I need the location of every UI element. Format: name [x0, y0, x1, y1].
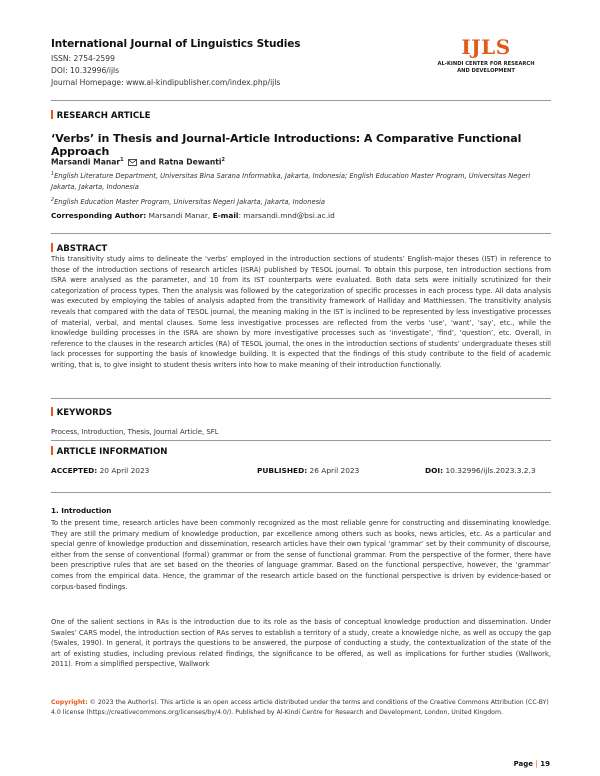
author-and: and	[137, 157, 159, 167]
logo-subtitle-line-1: AL-KINDI CENTER FOR RESEARCH	[437, 61, 535, 67]
logo-subtitle	[421, 61, 551, 75]
logo-subtitle-line-2: AND DEVELOPMENT	[457, 68, 515, 74]
header-divider	[51, 100, 551, 101]
article-doi: DOI: 10.32996/ijls.2023.3.2.3	[425, 466, 536, 475]
published-date: PUBLISHED: 26 April 2023	[257, 466, 360, 475]
keywords-text: Process, Introduction, Thesis, Journal Article, SFL	[51, 428, 219, 436]
article-type-text: RESEARCH ARTICLE	[56, 111, 151, 121]
intro-divider	[51, 492, 551, 493]
email-label: E-mail	[212, 211, 239, 220]
introduction-heading: 1. Introduction	[51, 506, 112, 515]
abstract-text: This transitivity study aims to delineate the ‘verbs’ employed in the introduction sections of students’ English-major theses (IST) in reference to those of the introduction sections of research articles (ISRA) published by TESOL journal. To obtain this purpose, ten introduction sections from ISRA were analysed as the parameter, and 10 from its IST counterparts were evaluated. Both data sets were initially scrutinized for their categorization of process types. Then the analysis was followed by the categorization of specific processes in each process type. All data analysis was executed by employing the tables of analysis adapted from the transitivity framework of Halliday and Matthiessen. The transitivity analysis reveals that compared with the data of TESOL journal, the meaning making in the IST is inclined to be represented by less investigative processes of material, verbal, and mental clauses. Some less investigative processes are reflected from the verbs ‘use’, ‘want’, ‘say’, etc., while the knowledge building processes in the ISRA are shown by more investigative processes such as ‘investigate’, ‘find’, ‘question’, etc. Overall, in reference to the clauses in the research articles (RA) of TESOL journal, the ones in the introduction sections of students’ undergraduate theses still lack processes for supporting the basis of knowledge building. It is expected that the findings of this study contribute to the field of academic writing, that is, to give insight to student thesis writers into how to make meaning of their introduction functionally.	[51, 255, 551, 369]
corresponding-author	[51, 211, 335, 220]
accepted-date: ACCEPTED: 20 April 2023	[51, 466, 150, 475]
journal-logo	[421, 36, 551, 75]
journal-doi: DOI: 10.32996/ijls	[51, 66, 120, 75]
copyright-notice	[51, 698, 551, 718]
journal-name: International Journal of Linguistics Studies	[51, 38, 301, 50]
corresponding-name: Marsandi Manar,	[148, 211, 211, 220]
introduction-paragraph-1: To the present time, research articles have been commonly recognized as the most reliable genre for constructing and disseminating knowledge. They are still the primary medium of knowledge production, par excellence among others such as books, news articles, etc. As a particular and special genre of knowledge production and dissemination, research articles have their own typical ‘grammar’ set by their community of discourse, either from the sense of conventional (formal) grammar or from the sense of functional grammar. From the perspective of the former, there have been prescriptive rules that are set based on the theories of language grammar. Based on the functional perspective, however, the ‘grammar’ comes from the empirical data. Hence, the grammar of the research article based on the functional perspective is driven by evidence-based or corpus-based findings.	[51, 519, 551, 591]
copyright-label: Copyright:	[51, 699, 88, 706]
journal-homepage[interactable]: Journal Homepage: www.al-kindipublisher.com/index.php/ijls	[51, 78, 281, 87]
accent-bar	[51, 110, 53, 119]
author-2-sup: 2	[221, 157, 226, 163]
affiliation-1: $^1$English Literature Department, Universitas Bina Sarana Informatika, Jakarta, Indonesia; English Education Master Program, Universitas Negeri Jakarta, Jakarta, Indonesia	[51, 172, 531, 191]
keywords-heading: KEYWORDS	[51, 407, 112, 418]
accent-bar	[51, 407, 53, 416]
journal-issn: ISSN: 2754-2599	[51, 54, 115, 63]
accent-bar	[51, 446, 53, 455]
author-1-sup: 1	[120, 157, 124, 163]
copyright-text: © 2023 the Author(s). This article is an open access article distributed under the terms and conditions of the Creative Commons Attribution (CC-BY) 4.0 license (https://creativecommons.org/licenses/by/4.0/). Published by Al-Kindi Centre for Research and Development, London, United Kingdom.	[51, 699, 549, 716]
mail-icon[interactable]	[128, 159, 137, 168]
introduction-paragraph-2: One of the salient sections in RAs is the introduction due to its role as the basis of conceptual knowledge production and dissemination. Under Swales’ CARS model, the introduction section of RAs serves to establish a territory of a study, create a knowledge niche, as well as occupy the gap (Swales, 1990). In general, it portrays the questions to be answered, the purpose of conducting a study, the contextualization of the state of the art of existing studies, including previous related findings, the significance to be offered, as well as implications for further studies (Wallwork, 2011). From a simplified perspective, Wallwork	[51, 618, 551, 669]
abstract-divider	[51, 233, 551, 234]
logo-mark: IJLS	[461, 35, 511, 59]
accent-bar	[51, 243, 53, 252]
author-1: Marsandi Manar	[51, 157, 121, 167]
article-type-label	[51, 110, 151, 121]
keywords-divider	[51, 398, 551, 399]
corresponding-label: Corresponding Author:	[51, 211, 147, 220]
affiliation-2: $^2$English Education Master Program, Universitas Negeri Jakarta, Jakarta, Indonesia	[51, 198, 326, 207]
author-line	[51, 157, 225, 168]
article-title: ‘Verbs’ in Thesis and Journal-Article Introductions: A Comparative Functional Approach	[51, 132, 522, 158]
author-2: Ratna Dewanti	[158, 157, 222, 167]
corresponding-email[interactable]: : marsandi.mnd@bsi.ac.id	[238, 211, 335, 220]
page-number: Page | 19	[513, 760, 550, 768]
info-divider	[51, 440, 551, 441]
page-separator: |	[535, 760, 538, 768]
article-info-heading: ARTICLE INFORMATION	[51, 446, 167, 457]
abstract-heading: ABSTRACT	[51, 243, 107, 254]
